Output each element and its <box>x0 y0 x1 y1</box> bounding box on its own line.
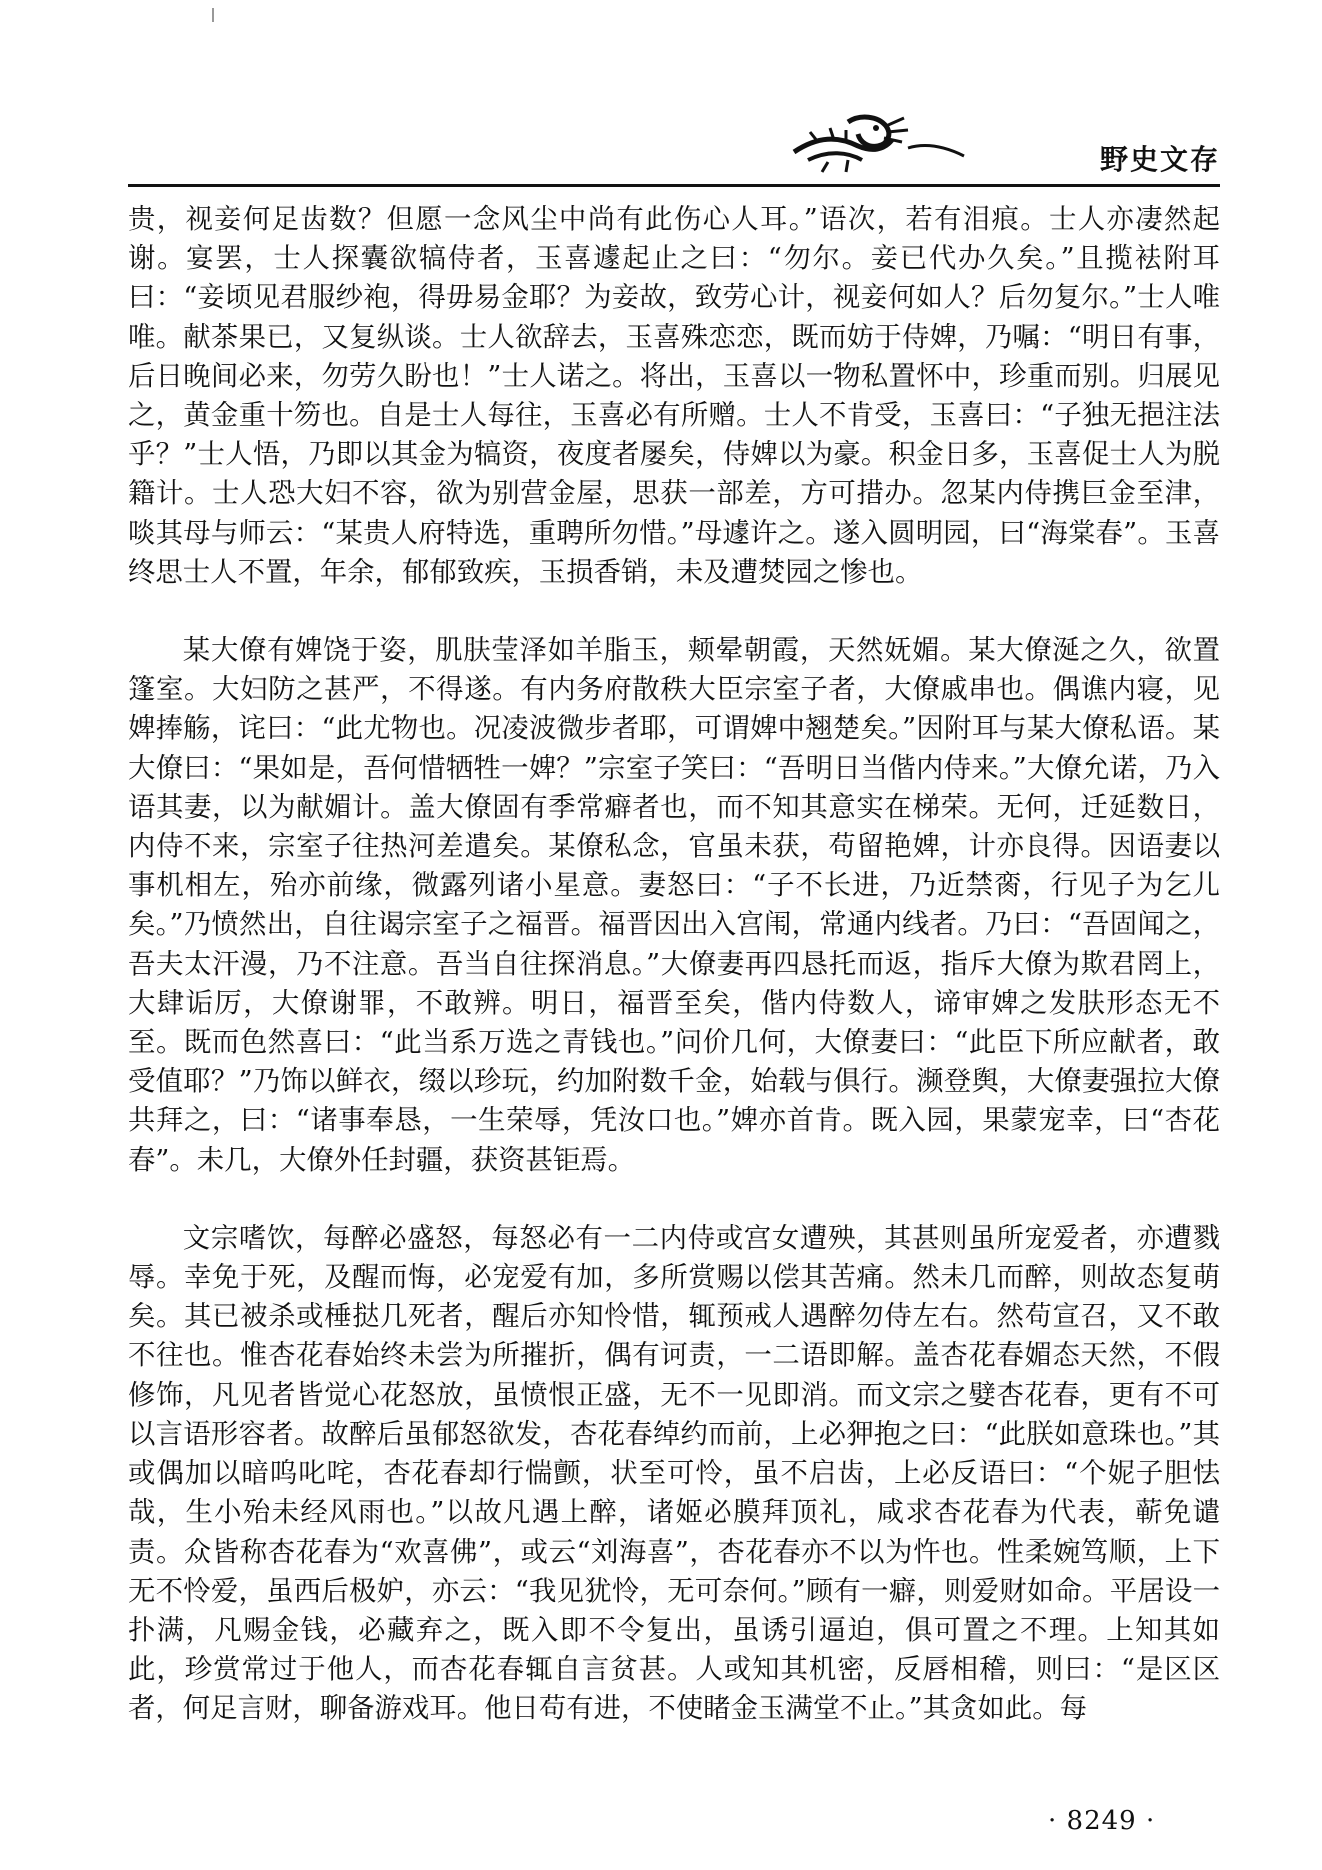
body-text <box>128 200 1220 1729</box>
page-header <box>128 108 1220 198</box>
paragraph-1: 贵，视妾何足齿数？但愿一念风尘中尚有此伤心人耳。”语次，若有泪痕。士人亦凄然起谢。宴罢，士人探囊欲犒侍者，玉喜遽起止之曰：“勿尔。妾已代办久矣。”且揽袪附耳曰：“妾顷见君服纱袍，得毋易金耶？为妾故，致劳心计，视妾何如人？后勿复尔。”士人唯唯。献茶果已，又复纵谈。士人欲辞去，玉喜殊恋恋，既而妨于侍婢，乃嘱：“明日有事，后日晚间必来，勿劳久盼也！”士人诺之。将出，玉喜以一物私置怀中，珍重而别。归展见之，黄金重十笏也。自是士人每往，玉喜必有所赠。士人不肯受，玉喜曰：“子独无挹注法乎？”士人悟，乃即以其金为犒资，夜度者屡矣，侍婢以为豪。积金日多，玉喜促士人为脱籍计。士人恐大妇不容，欲为别营金屋，思获一部差，方可措办。忽某内侍携巨金至津，啖其母与师云：“某贵人府特选，重聘所勿惜。”母遽许之。遂入圆明园，曰“海棠春”。玉喜终思士人不置，年余，郁郁致疾，玉损香销，未及遭焚园之惨也。 <box>128 204 1220 588</box>
page-number: · 8249 · <box>1048 1806 1156 1836</box>
scan-artifact <box>212 8 214 22</box>
series-title: 野史文存 <box>1099 143 1220 176</box>
paragraph-2: 某大僚有婢饶于姿，肌肤莹泽如羊脂玉，颊晕朝霞，天然妩媚。某大僚涎之久，欲置篷室。大妇防之甚严，不得遂。有内务府散秩大臣宗室子者，大僚戚串也。偶谯内寝，见婢捧觞，诧曰：“此尤物也。况凌波微步者耶，可谓婢中翘楚矣。”因附耳与某大僚私语。某大僚曰：“果如是，吾何惜牺牲一婢？”宗室子笑曰：“吾明日当偕内侍来。”大僚允诺，乃入语其妻，以为献媚计。盖大僚固有季常癖者也，而不知其意实在梯荣。无何，迁延数日，内侍不来，宗室子往热河差遣矣。某僚私念，官虽未获，苟留艳婢，计亦良得。因语妻以事机相左，殆亦前缘，微露列诸小星意。妻怒曰：“子不长进，乃近禁脔，行见子为乞儿矣。”乃愤然出，自往谒宗室子之福晋。福晋因出入宫闱，常通内线者。乃曰：“吾固闻之，吾夫太汗漫，乃不注意。吾当自往探消息。”大僚妻再四恳托而返，指斥大僚为欺君罔上，大肆诟厉，大僚谢罪，不敢辨。明日，福晋至矣，偕内侍数人，谛审婢之发肤形态无不至。既而色然喜曰：“此当系万选之青钱也。”问价几何，大僚妻曰：“此臣下所应献者，敢受值耶？”乃饰以鲜衣，缀以珍玩，约加附数千金，始载与俱行。濒登舆，大僚妻强拉大僚共拜之，曰：“诸事奉恳，一生荣辱，凭汝口也。”婢亦首肯。既入园，果蒙宠幸，曰“杏花春”。未几，大僚外任封疆，获资甚钜焉。 <box>128 635 1220 1176</box>
dragon-emblem-icon <box>788 112 988 176</box>
header-rule <box>128 184 1220 187</box>
paragraph-3: 文宗嗜饮，每醉必盛怒，每怒必有一二内侍或宫女遭殃，其甚则虽所宠爱者，亦遭戮辱。幸免于死，及醒而悔，必宠爱有加，多所赏赐以偿其苦痛。然未几而醉，则故态复萌矣。其已被杀或棰挞几死者，醒后亦知怜惜，辄预戒人遇醉勿侍左右。然苟宣召，又不敢不往也。惟杏花春始终未尝为所摧折，偶有诃责，一二语即解。盖杏花春媚态天然，不假修饰，凡见者皆觉心花怒放，虽愤恨正盛，无不一见即消。而文宗之嬖杏花春，更有不可以言语形容者。故醉后虽郁怒欲发，杏花春绰约而前，上必狎抱之曰：“此朕如意珠也。”其或偶加以暗呜叱咤，杏花春却行惴颤，状至可怜，虽不启齿，上必反语曰：“个妮子胆怯哉，生小殆未经风雨也。”以故凡遇上醉，诸姬必膜拜顶礼，咸求杏花春为代表，蕲免谴责。众皆称杏花春为“欢喜佛”，或云“刘海喜”，杏花春亦不以为忤也。性柔婉笃顺，上下无不怜爱，虽西后极妒，亦云：“我见犹怜，无可奈何。”顾有一癖，则爱财如命。平居设一扑满，凡赐金钱，必藏弃之，既入即不令复出，虽诱引逼迫，俱可置之不理。上知其如此，珍赏常过于他人，而杏花春辄自言贫甚。人或知其机密，反唇相稽，则曰：“是区区者，何足言财，聊备游戏耳。他日苟有进，不使睹金玉满堂不止。”其贪如此。每 <box>128 1222 1220 1725</box>
